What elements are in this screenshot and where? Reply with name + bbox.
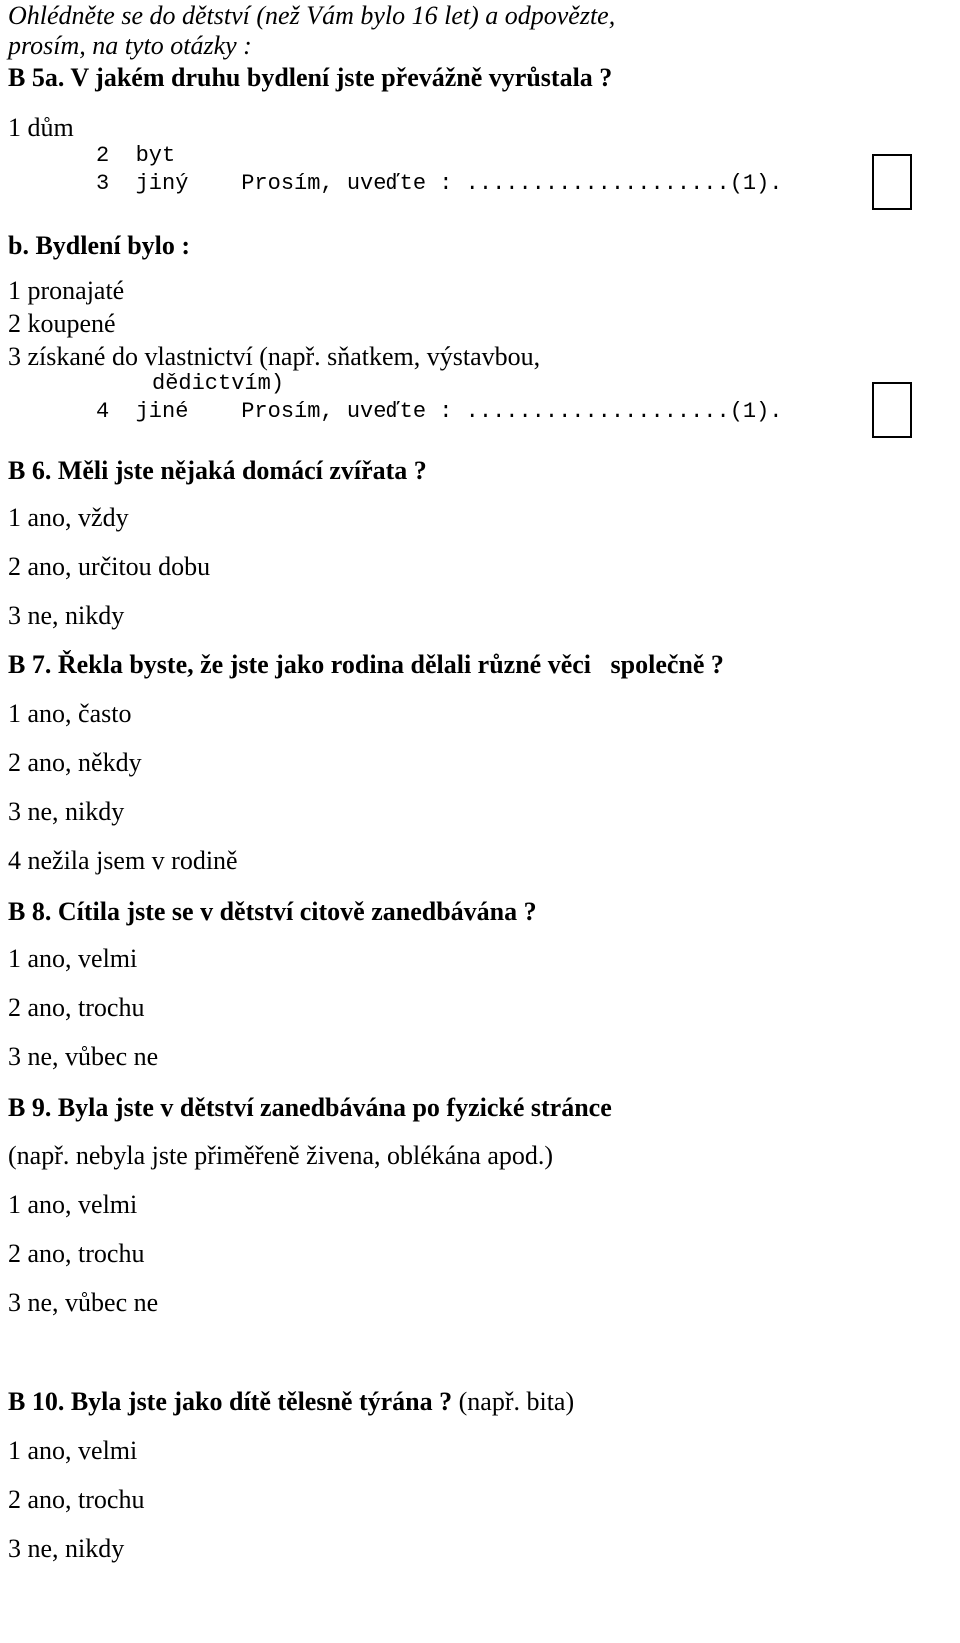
q5a-option-3: 3 jiný Prosím, uveďte : ....................(1).	[96, 171, 783, 196]
q9-option-3: 3 ne, vůbec ne	[8, 1288, 159, 1317]
q7-option-2: 2 ano, někdy	[8, 748, 142, 777]
q7-option-1: 1 ano, často	[8, 699, 132, 728]
question-b10-note: (např. bita)	[452, 1387, 575, 1416]
q6-option-1: 1 ano, vždy	[8, 503, 129, 532]
q10-option-3: 3 ne, nikdy	[8, 1534, 125, 1563]
question-b5b-title: b. Bydlení bylo :	[8, 231, 191, 260]
question-b8-title: B 8. Cítila jste se v dětství citově zanedbávána ?	[8, 897, 537, 926]
question-b10-line	[8, 1386, 574, 1418]
q5a-option-1: 1 dům	[8, 113, 74, 142]
q5b-answer-box[interactable]	[872, 382, 912, 438]
question-b10-title: B 10. Byla jste jako dítě tělesně týrána ?	[8, 1387, 453, 1416]
q5b-option-3-continued: dědictvím)	[152, 371, 285, 396]
question-b7-title: B 7. Řekla byste, že jste jako rodina dělali různé věci společně ?	[8, 650, 724, 679]
q5b-option-1: 1 pronajaté	[8, 276, 125, 305]
q8-option-3: 3 ne, vůbec ne	[8, 1042, 159, 1071]
question-b5a-title: B 5a. V jakém druhu bydlení jste převážně vyrůstala ?	[8, 63, 613, 92]
question-b9-title: B 9. Byla jste v dětství zanedbávána po fyzické stránce	[8, 1093, 612, 1122]
q5a-option-2: 2 byt	[96, 143, 176, 168]
q5b-option-2: 2 koupené	[8, 309, 116, 338]
q8-option-2: 2 ano, trochu	[8, 993, 145, 1022]
q9-option-2: 2 ano, trochu	[8, 1239, 145, 1268]
q10-option-2: 2 ano, trochu	[8, 1485, 145, 1514]
question-b9-subtitle: (např. nebyla jste přiměřeně živena, oblékána apod.)	[8, 1141, 554, 1170]
intro-line-1: Ohlédněte se do dětství (než Vám bylo 16 let) a odpovězte,	[8, 1, 616, 30]
q10-option-1: 1 ano, velmi	[8, 1436, 138, 1465]
intro-line-2: prosím, na tyto otázky :	[8, 31, 252, 60]
q5a-answer-box[interactable]	[872, 154, 912, 210]
q5b-option-4: 4 jiné Prosím, uveďte : ....................(1).	[96, 399, 783, 424]
q6-option-3: 3 ne, nikdy	[8, 601, 125, 630]
q7-option-3: 3 ne, nikdy	[8, 797, 125, 826]
q8-option-1: 1 ano, velmi	[8, 944, 138, 973]
q5b-option-3: 3 získané do vlastnictví (např. sňatkem, výstavbou,	[8, 342, 541, 371]
q6-option-2: 2 ano, určitou dobu	[8, 552, 211, 581]
q7-option-4: 4 nežila jsem v rodině	[8, 846, 238, 875]
question-b6-title: B 6. Měli jste nějaká domácí zvířata ?	[8, 456, 427, 485]
q9-option-1: 1 ano, velmi	[8, 1190, 138, 1219]
